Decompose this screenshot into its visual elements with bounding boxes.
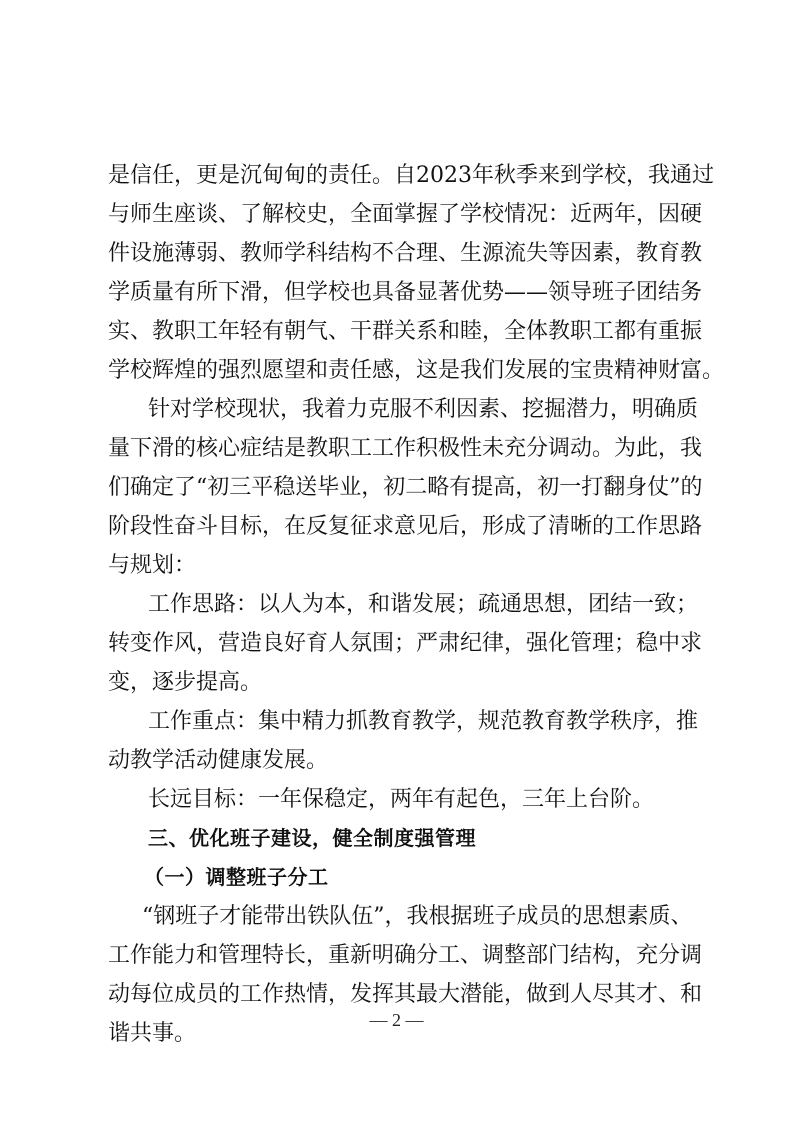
text-line: 件设施薄弱、教师学科结构不合理、生源流失等因素，教育教	[108, 241, 703, 266]
text-line: 谐共事。	[108, 1021, 197, 1046]
text-line: 动每位成员的工作热情，发挥其最大潜能，做到人尽其才、和	[108, 982, 703, 1007]
text-line: 转变作风，营造良好育人氛围；严肃纪律，强化管理；稳中求	[108, 631, 703, 656]
text-line: 是信任，更是沉甸甸的责任。自2023年秋季来到学校，我通过	[108, 163, 714, 188]
text-line: 与规划：	[108, 553, 197, 578]
text-line: 与师生座谈、了解校史，全面掌握了学校情况：近两年，因硬	[108, 202, 703, 227]
text-line: 变，逐步提高。	[108, 670, 263, 695]
text-line: 实、教职工年轻有朝气、干群关系和睦，全体教职工都有重振	[108, 319, 703, 344]
text-line: 工作能力和管理特长，重新明确分工、调整部门结构，充分调	[108, 943, 703, 968]
document-page	[108, 156, 725, 1053]
text-line: 工作重点：集中精力抓教育教学，规范教育教学秩序，推	[148, 709, 699, 734]
text-line: “钢班子才能带出铁队伍”，我根据班子成员的思想素质、	[142, 904, 693, 929]
subsection-heading	[108, 858, 688, 897]
text-line: 针对学校现状，我着力克服不利因素、挖掘潜力，明确质	[148, 397, 699, 422]
paragraph-school-status	[108, 390, 703, 585]
text-line: 学校辉煌的强烈愿望和责任感，这是我们发展的宝贵精神财富。	[108, 358, 725, 383]
text-line: 量下滑的核心症结是教职工工作积极性未充分调动。为此，我	[108, 436, 703, 461]
text-line: 工作思路：以人为本，和谐发展；疏通思想，团结一致；	[148, 592, 699, 617]
paragraph-work-approach	[108, 585, 703, 702]
heading-line: （一）调整班子分工	[144, 865, 329, 889]
text-line: 学质量有所下滑，但学校也具备显著优势——领导班子团结务	[108, 280, 703, 305]
heading-line: 三、优化班子建设，健全制度强管理	[148, 826, 476, 850]
text-line: 动教学活动健康发展。	[108, 748, 329, 773]
section-heading	[108, 819, 688, 858]
paragraph-work-focus	[108, 702, 699, 780]
paragraph-intro-continuation	[108, 156, 725, 390]
page-number: — 2 —	[369, 1010, 424, 1030]
text-line: 长远目标：一年保稳定，两年有起色，三年上台阶。	[148, 787, 655, 812]
paragraph-long-term-goal	[108, 780, 688, 819]
text-line: 阶段性奋斗目标，在反复征求意见后，形成了清晰的工作思路	[108, 514, 703, 539]
text-line: 们确定了“初三平稳送毕业，初二略有提高，初一打翻身仗”的	[108, 475, 703, 500]
